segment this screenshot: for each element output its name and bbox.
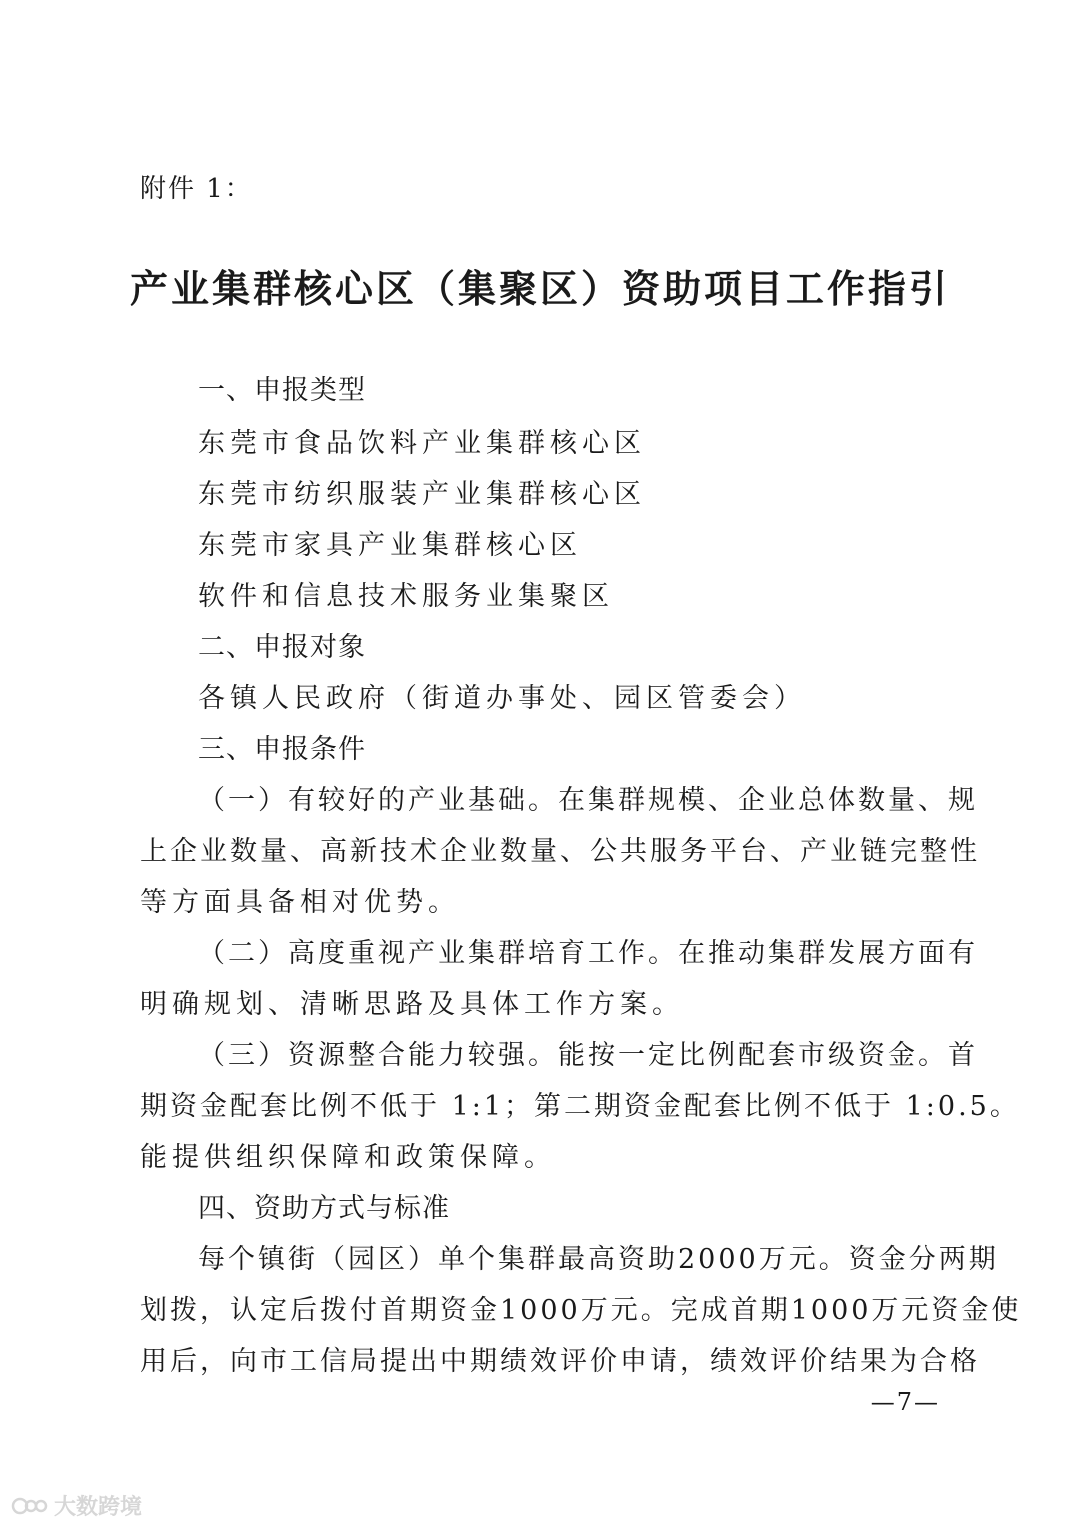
funding-line: 划拨，认定后拨付首期资金1000万元。完成首期1000万元资金使: [140, 1295, 1022, 1326]
condition-3-line: （三）资源整合能力较强。能按一定比例配套市级资金。首: [198, 1040, 978, 1071]
application-type-item: 软件和信息技术服务业集聚区: [198, 581, 614, 612]
funding-line: 每个镇街（园区）单个集群最高资助2000万元。资金分两期: [198, 1244, 999, 1275]
application-type-item: 东莞市食品饮料产业集群核心区: [198, 428, 646, 459]
watermark-logo-icon: [10, 1494, 50, 1518]
condition-2-line: 明确规划、清晰思路及具体工作方案。: [140, 989, 684, 1020]
section-heading-1: 一、申报类型: [198, 375, 366, 406]
section-heading-2: 二、申报对象: [198, 632, 366, 663]
condition-1-line: 上企业数量、高新技术企业数量、公共服务平台、产业链完整性: [140, 836, 980, 867]
condition-3-line: 能提供组织保障和政策保障。: [140, 1142, 556, 1173]
watermark-text: 大数跨境: [54, 1495, 143, 1520]
applicant-text: 各镇人民政府（街道办事处、园区管委会）: [198, 683, 806, 714]
funding-line: 用后，向市工信局提出中期绩效评价申请，绩效评价结果为合格: [140, 1346, 980, 1377]
annex-label: 附件 1：: [140, 174, 253, 204]
section-heading-3: 三、申报条件: [198, 734, 366, 765]
condition-3-line: 期资金配套比例不低于 1:1；第二期资金配套比例不低于 1:0.5。: [140, 1091, 1020, 1122]
application-type-item: 东莞市家具产业集群核心区: [198, 530, 582, 561]
section-heading-4: 四、资助方式与标准: [198, 1193, 450, 1224]
watermark: [10, 1490, 142, 1521]
condition-1-line: （一）有较好的产业基础。在集群规模、企业总体数量、规: [198, 785, 978, 816]
application-type-item: 东莞市纺织服装产业集群核心区: [198, 479, 646, 510]
condition-1-line: 等方面具备相对优势。: [140, 887, 460, 918]
page-number: —7—: [870, 1388, 940, 1416]
condition-2-line: （二）高度重视产业集群培育工作。在推动集群发展方面有: [198, 938, 978, 969]
document-title: 产业集群核心区（集聚区）资助项目工作指引: [129, 267, 950, 311]
